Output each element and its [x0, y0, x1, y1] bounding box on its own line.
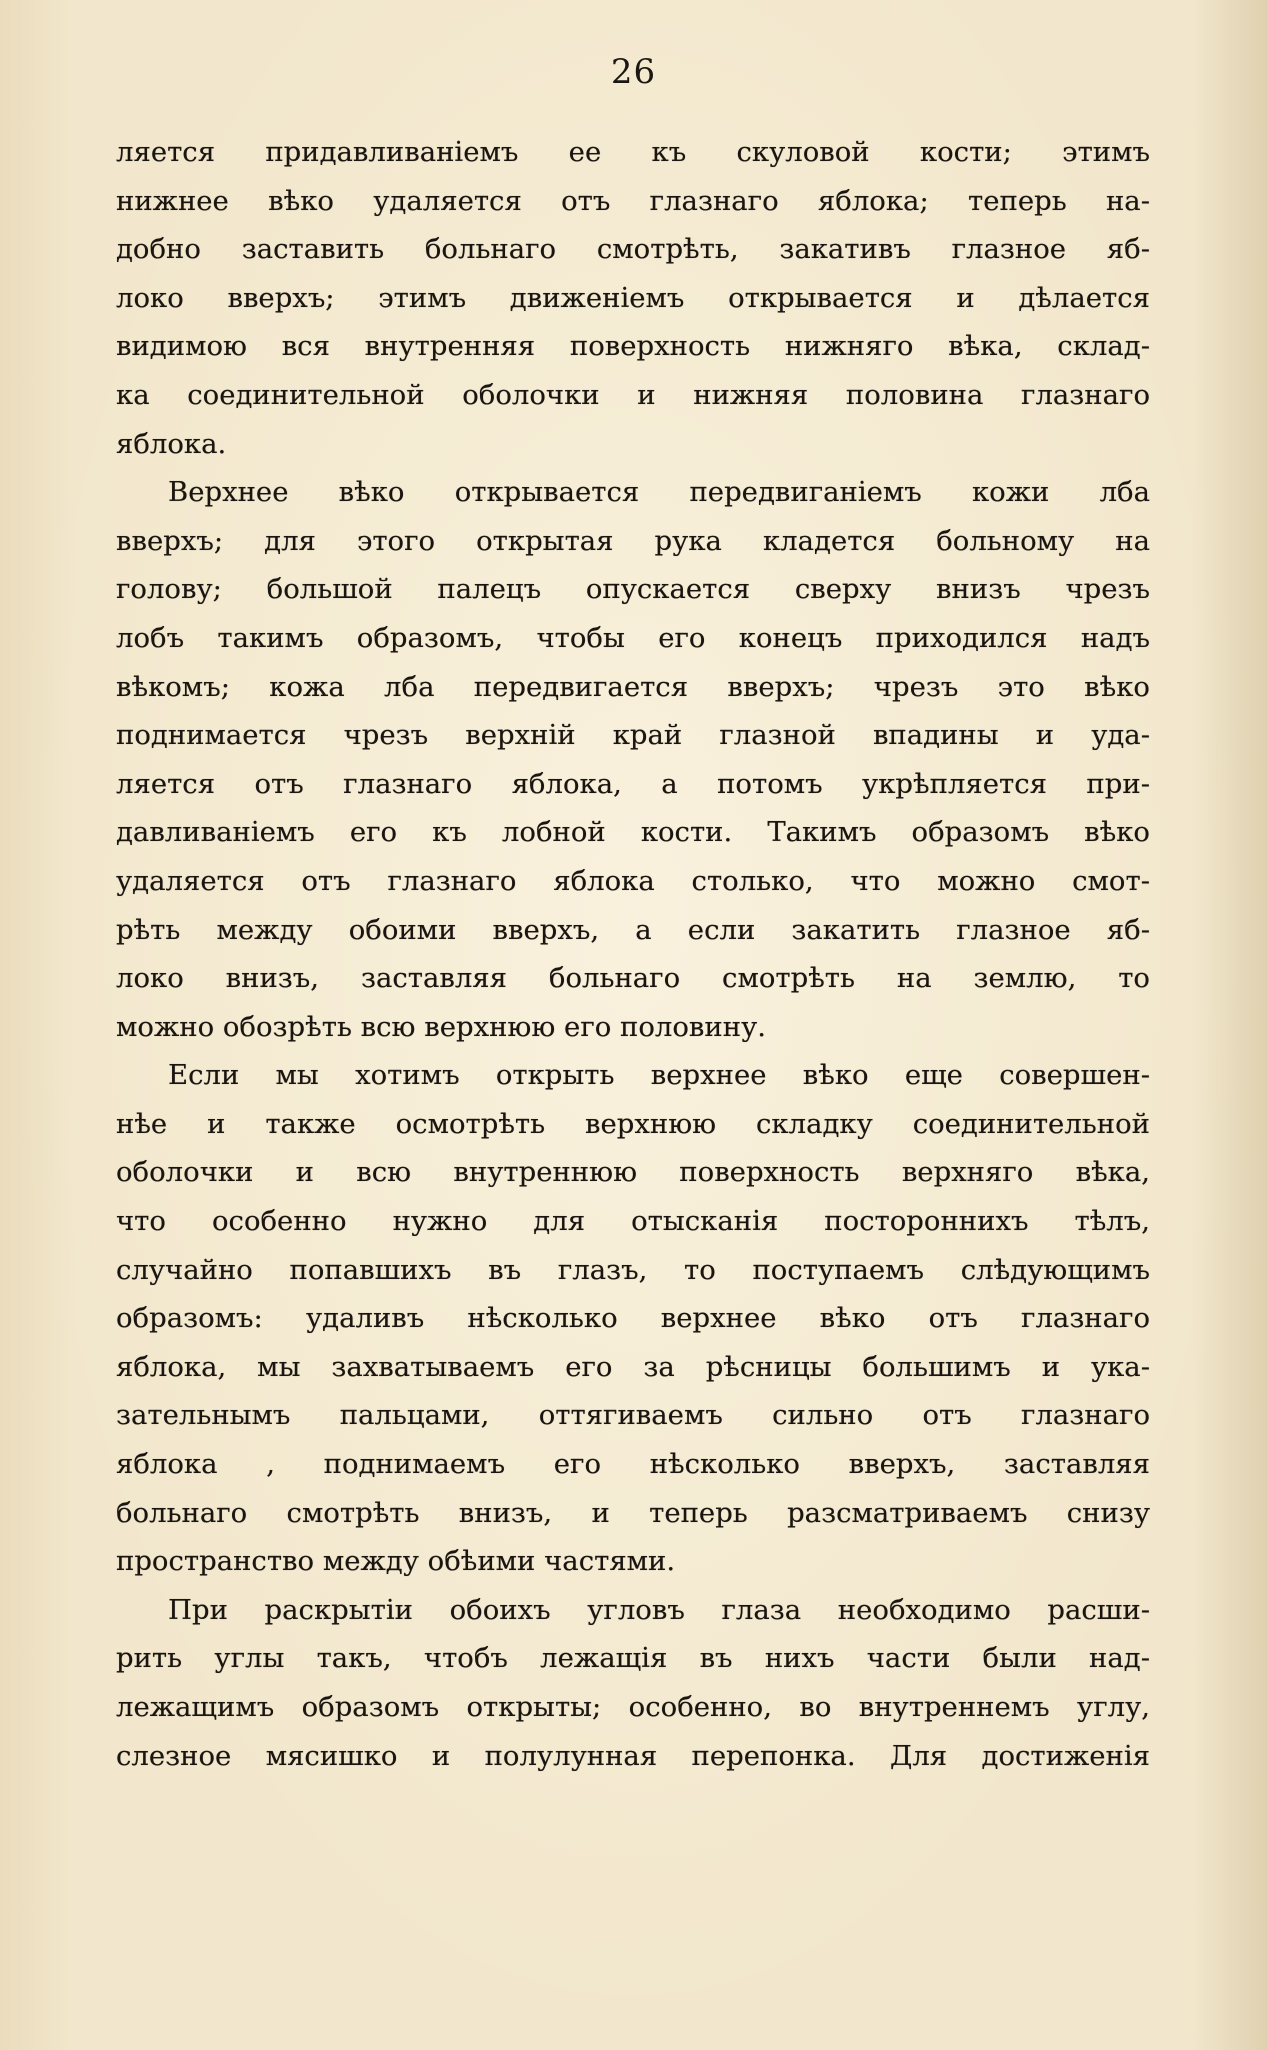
text-line: ляется отъ глазнаго яблока, а потомъ укрѣпляется при- [116, 767, 1150, 800]
text-line: вверхъ; для этого открытая рука кладется больному на [116, 524, 1150, 557]
text-line: рить углы такъ, чтобъ лежащiя въ нихъ части были над- [116, 1642, 1150, 1675]
text-line: нѣе и также осмотрѣть верхнюю складку соединительной [116, 1107, 1150, 1140]
text-line: Верхнее вѣко открывается передвиганiемъ кожи лба [168, 476, 1150, 509]
text-line: локо вверхъ; этимъ движенiемъ открывается и дѣлается [116, 281, 1150, 314]
text-line: лобъ такимъ образомъ, чтобы его конецъ приходился надъ [116, 621, 1150, 654]
text-line: оболочки и всю внутреннюю поверхность верхняго вѣка, [116, 1156, 1150, 1189]
text-line: рѣть между обоими вверхъ, а если закатить глазное яб- [116, 913, 1150, 946]
text-line: ляется придавливанiемъ ее къ скуловой кости; этимъ [116, 136, 1150, 168]
text-line: вѣкомъ; кожа лба передвигается вверхъ; чрезъ это вѣко [116, 670, 1150, 703]
page-number: 26 [610, 52, 657, 92]
text-line: локо внизъ, заставляя больнаго смотрѣть на землю, то [116, 962, 1150, 995]
text-line: удаляется отъ глазнаго яблока столько, что можно смот- [116, 864, 1150, 897]
text-line: нижнее вѣко удаляется отъ глазнаго яблока; теперь на- [116, 184, 1150, 217]
text-line: слезное мясишко и полулунная перепонка. Для достиженiя [116, 1739, 1150, 1772]
text-line: яблока , поднимаемъ его нѣсколько вверхъ, заставляя [116, 1448, 1150, 1481]
text-line: зательнымъ пальцами, оттягиваемъ сильно отъ глазнаго [116, 1399, 1150, 1432]
text-line: лежащимъ образомъ открыты; особенно, во внутреннемъ углу, [116, 1691, 1150, 1723]
text-line: пространство между обѣими частями. [116, 1545, 676, 1578]
text-line: давливанiемъ его къ лобной кости. Такимъ образомъ вѣко [116, 816, 1150, 849]
text-line: При раскрытiи обоихъ угловъ глаза необходимо расши- [168, 1593, 1150, 1626]
text-line: что особенно нужно для отысканiя постороннихъ тѣлъ, [116, 1205, 1150, 1238]
text-line: Если мы хотимъ открыть верхнее вѣко еще совершен- [168, 1059, 1150, 1092]
text-line: добно заставить больнаго смотрѣть, закативъ глазное яб- [116, 233, 1150, 266]
text-line: голову; большой палецъ опускается сверху внизъ чрезъ [116, 573, 1150, 606]
text-line: больнаго смотрѣть внизъ, и теперь разсматриваемъ снизу [116, 1496, 1150, 1529]
text-line: видимою вся внутренняя поверхность нижняго вѣка, склад- [116, 330, 1150, 363]
text-line: можно обозрѣть всю верхнюю его половину. [116, 1010, 766, 1043]
body-text [116, 128, 1150, 1780]
text-line: случайно попавшихъ въ глазъ, то поступаемъ слѣдующимъ [116, 1253, 1150, 1286]
text-line: образомъ: удаливъ нѣсколько верхнее вѣко отъ глазнаго [116, 1302, 1150, 1335]
text-line: яблока. [116, 427, 227, 460]
text-line: поднимается чрезъ верхнiй край глазной впадины и уда- [116, 719, 1150, 752]
text-line: ка соединительной оболочки и нижняя половина глазнаго [116, 378, 1150, 411]
text-line: яблока, мы захватываемъ его за рѣсницы большимъ и ука- [116, 1350, 1150, 1383]
